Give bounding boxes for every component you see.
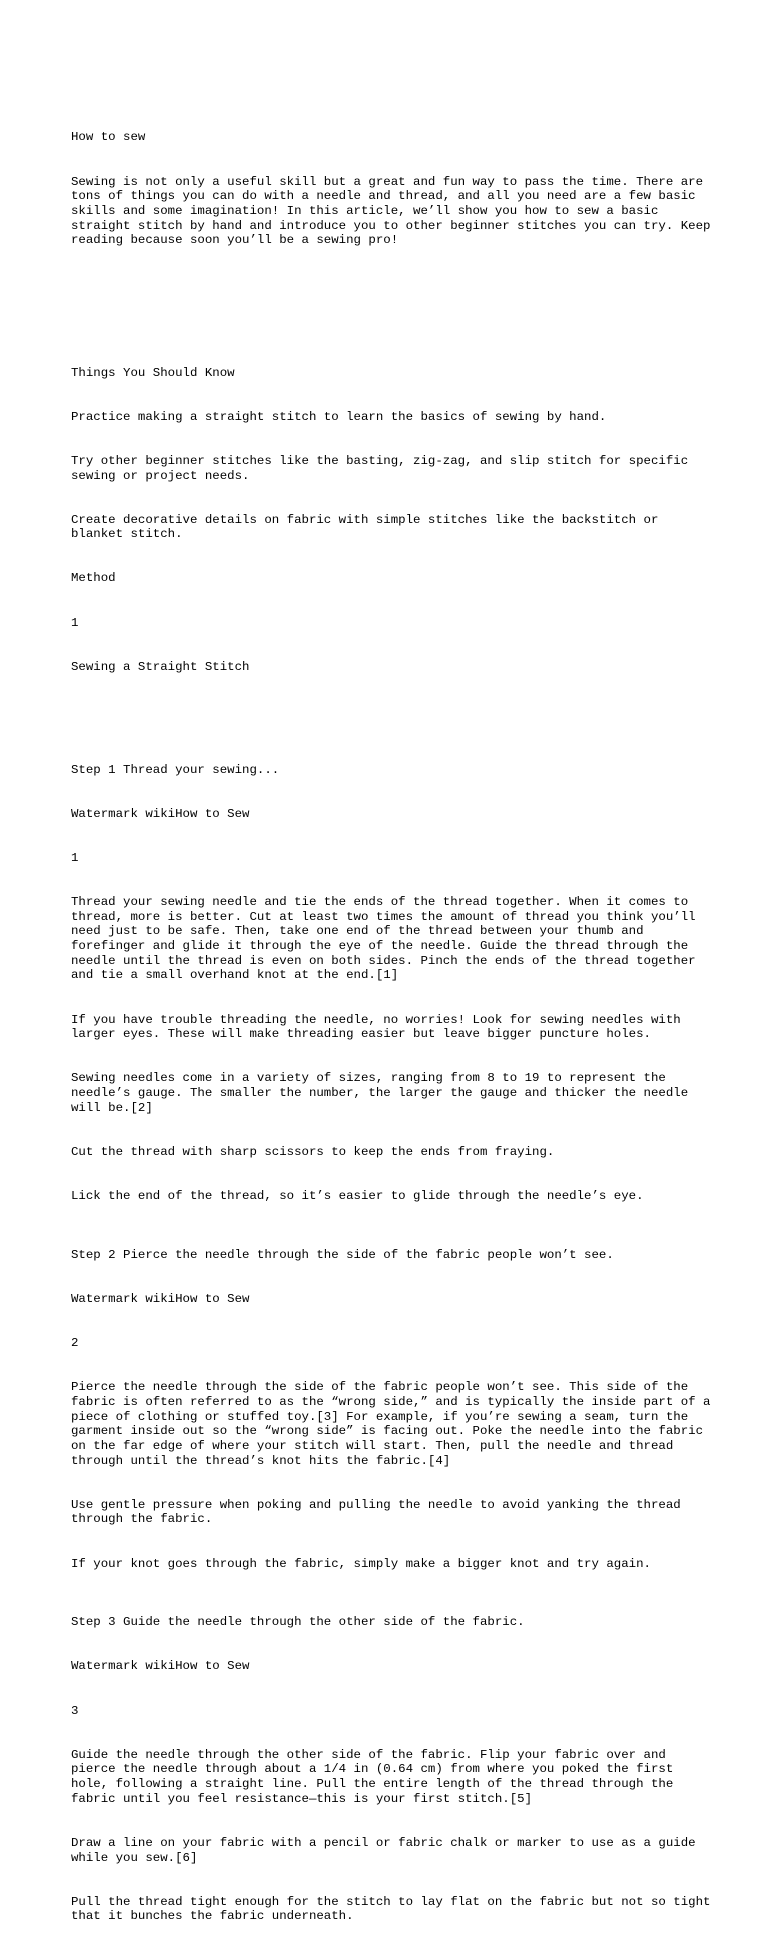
step-tip: Draw a line on your fabric with a pencil or fabric chalk or marker to use as a guide while you sew.[6]	[71, 1835, 704, 1865]
step-watermark: Watermark wikiHow to Sew	[71, 1659, 250, 1674]
step-caption: Step 1 Thread your sewing...	[71, 762, 280, 777]
method-number: 1	[71, 615, 79, 630]
article-title: How to sew	[71, 130, 146, 145]
intro-paragraph: Sewing is not only a useful skill but a great and fun way to pass the time. There are tons of things you can do with a needle and thread, and all you need are a few basic skills and some imagination! In this article, we’ll show you how to sew a basic straight stitch by hand and introduce you to other beginner stitches you can try. Keep reading because soon you’ll be a sewing pro!	[71, 174, 718, 248]
step-number: 1	[71, 850, 79, 865]
step-number: 2	[71, 1336, 79, 1351]
step-watermark: Watermark wikiHow to Sew	[71, 1291, 250, 1306]
things-item: Practice making a straight stitch to learn the basics of sewing by hand.	[71, 409, 607, 424]
step-tip: Sewing needles come in a variety of sizes, ranging from 8 to 19 to represent the needle’s gauge. The smaller the number, the larger the gauge and thicker the needle will be.[2]	[71, 1071, 696, 1115]
step-body: Thread your sewing needle and tie the ends of the thread together. When it comes to thread, more is better. Cut at least two times the amount of thread you think you’ll need just to be safe. Then, take one end of the thread between your thumb and forefinger and glide it through the eye of the needle. Guide the thread through the needle until the thread is even on both sides. Pinch the ends of the thread together and tie a small overhand knot at the end.[1]	[71, 894, 704, 983]
step-tip: Lick the end of the thread, so it’s easier to glide through the needle’s eye.	[71, 1188, 644, 1203]
document-body	[71, 101, 718, 1939]
things-item: Create decorative details on fabric with simple stitches like the backstitch or blanket stitch.	[71, 512, 666, 542]
step-body: Guide the needle through the other side of the fabric. Flip your fabric over and pierce the needle through about a 1/4 in (0.64 cm) from where you poked the first hole, following a straight line. Pull the entire length of the thread through the fabric until you feel resistance—this is your first stitch.[5]	[71, 1747, 681, 1806]
step-caption: Step 3 Guide the needle through the other side of the fabric.	[71, 1615, 525, 1630]
step-tip: Use gentle pressure when poking and pulling the needle to avoid yanking the thread through the fabric.	[71, 1497, 689, 1527]
spacer	[71, 322, 711, 337]
step-number: 3	[71, 1703, 79, 1718]
step-tip: Cut the thread with sharp scissors to keep the ends from fraying.	[71, 1144, 555, 1159]
step-tip: If you have trouble threading the needle, no worries! Look for sewing needles with larger eyes. These will make threading easier but leave bigger puncture holes.	[71, 1012, 689, 1042]
step-caption: Step 2 Pierce the needle through the side of the fabric people won’t see.	[71, 1247, 614, 1262]
spacer	[71, 704, 711, 719]
method-title: Sewing a Straight Stitch	[71, 659, 250, 674]
spacer	[71, 277, 711, 292]
step-tip: If your knot goes through the fabric, simply make a bigger knot and try again.	[71, 1556, 651, 1571]
step-watermark: Watermark wikiHow to Sew	[71, 806, 250, 821]
method-label: Method	[71, 571, 116, 586]
step-body: Pierce the needle through the side of the fabric people won’t see. This side of the fabric is often referred to as the “wrong side,” and is typically the inside part of a piece of clothing or stuffed toy.[3] For example, if you’re sewing a seam, turn the garment inside out so the “wrong side” is facing out. Poke the needle into the fabric on the far edge of where your stitch will start. Then, pull the needle and thread through until the thread’s knot hits the fabric.[4]	[71, 1380, 718, 1468]
things-item: Try other beginner stitches like the basting, zig-zag, and slip stitch for specific sewing or project needs.	[71, 453, 696, 483]
step-tip: Pull the thread tight enough for the stitch to lay flat on the fabric but not so tight that it bunches the fabric underneath.	[71, 1894, 718, 1924]
things-heading: Things You Should Know	[71, 365, 235, 380]
